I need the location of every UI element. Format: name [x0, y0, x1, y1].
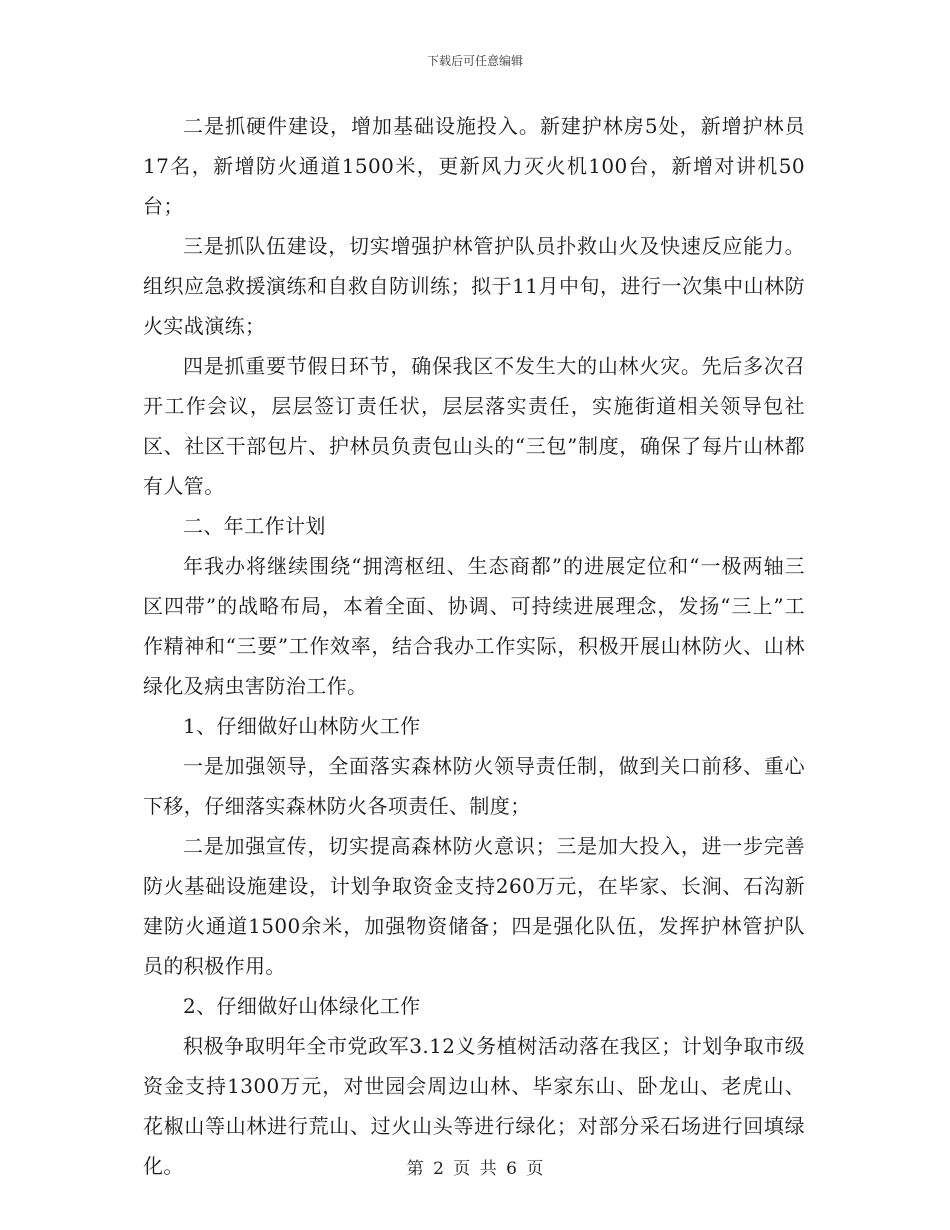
paragraph-publicity-and-investment: 二是加强宣传，切实提高森林防火意识；三是加大投入，进一步完善防火基础设施建设，计划争取资金支持260万元，在毕家、长涧、石沟新建防火通道1500余米，加强物资储备；四是强化队伍，发挥护林管护队员的积极作用。: [143, 834, 805, 978]
paragraph-team-construction: 三是抓队伍建设，切实增强护林管护队员扑救山火及快速反应能力。组织应急救援演练和自救自防训练；拟于11月中旬，进行一次集中山林防火实战演练；: [143, 234, 805, 338]
paragraph-holiday-fire-prevention: 四是抓重要节假日环节，确保我区不发生大的山林火灾。先后多次召开工作会议，层层签订责任状，层层落实责任，实施街道相关领导包社区、社区干部包片、护林员负责包山头的“三包”制度，确保了每片山林都有人管。: [143, 354, 805, 498]
paragraph-hardware-construction: 二是抓硬件建设，增加基础设施投入。新建护林房5处，新增护林员17名，新增防火通道1500米，更新风力灭火机100台，新增对讲机50台；: [143, 114, 805, 218]
page-number: 第 2 页 共 6 页: [406, 1159, 544, 1179]
subheading-greening: 2、仔细做好山体绿化工作: [183, 994, 421, 1018]
paragraph-strengthen-leadership: 一是加强领导，全面落实森林防火领导责任制，做到关口前移、重心下移，仔细落实森林防火各项责任、制度；: [143, 754, 805, 818]
section-heading-work-plan: 二、年工作计划: [183, 514, 326, 538]
paragraph-plan-overview: 年我办将继续围绕“拥湾枢纽、生态商都”的进展定位和“一极两轴三区四带”的战略布局，本着全面、协调、可持续进展理念，发扬“三上”工作精神和“三要”工作效率，结合我办工作实际，积极开展山林防火、山林绿化及病虫害防治工作。: [143, 554, 805, 698]
subheading-fire-prevention: 1、仔细做好山林防火工作: [183, 714, 421, 738]
paragraph-greening-plan: 积极争取明年全市党政军3.12义务植树活动落在我区；计划争取市级资金支持1300万元，对世园会周边山林、毕家东山、卧龙山、老虎山、花椒山等山林进行荒山、过火山头等进行绿化；对部分采石场进行回填绿化。: [143, 1034, 805, 1178]
page-header: 下载后可任意编辑: [426, 54, 523, 68]
document-body: [143, 106, 805, 1186]
